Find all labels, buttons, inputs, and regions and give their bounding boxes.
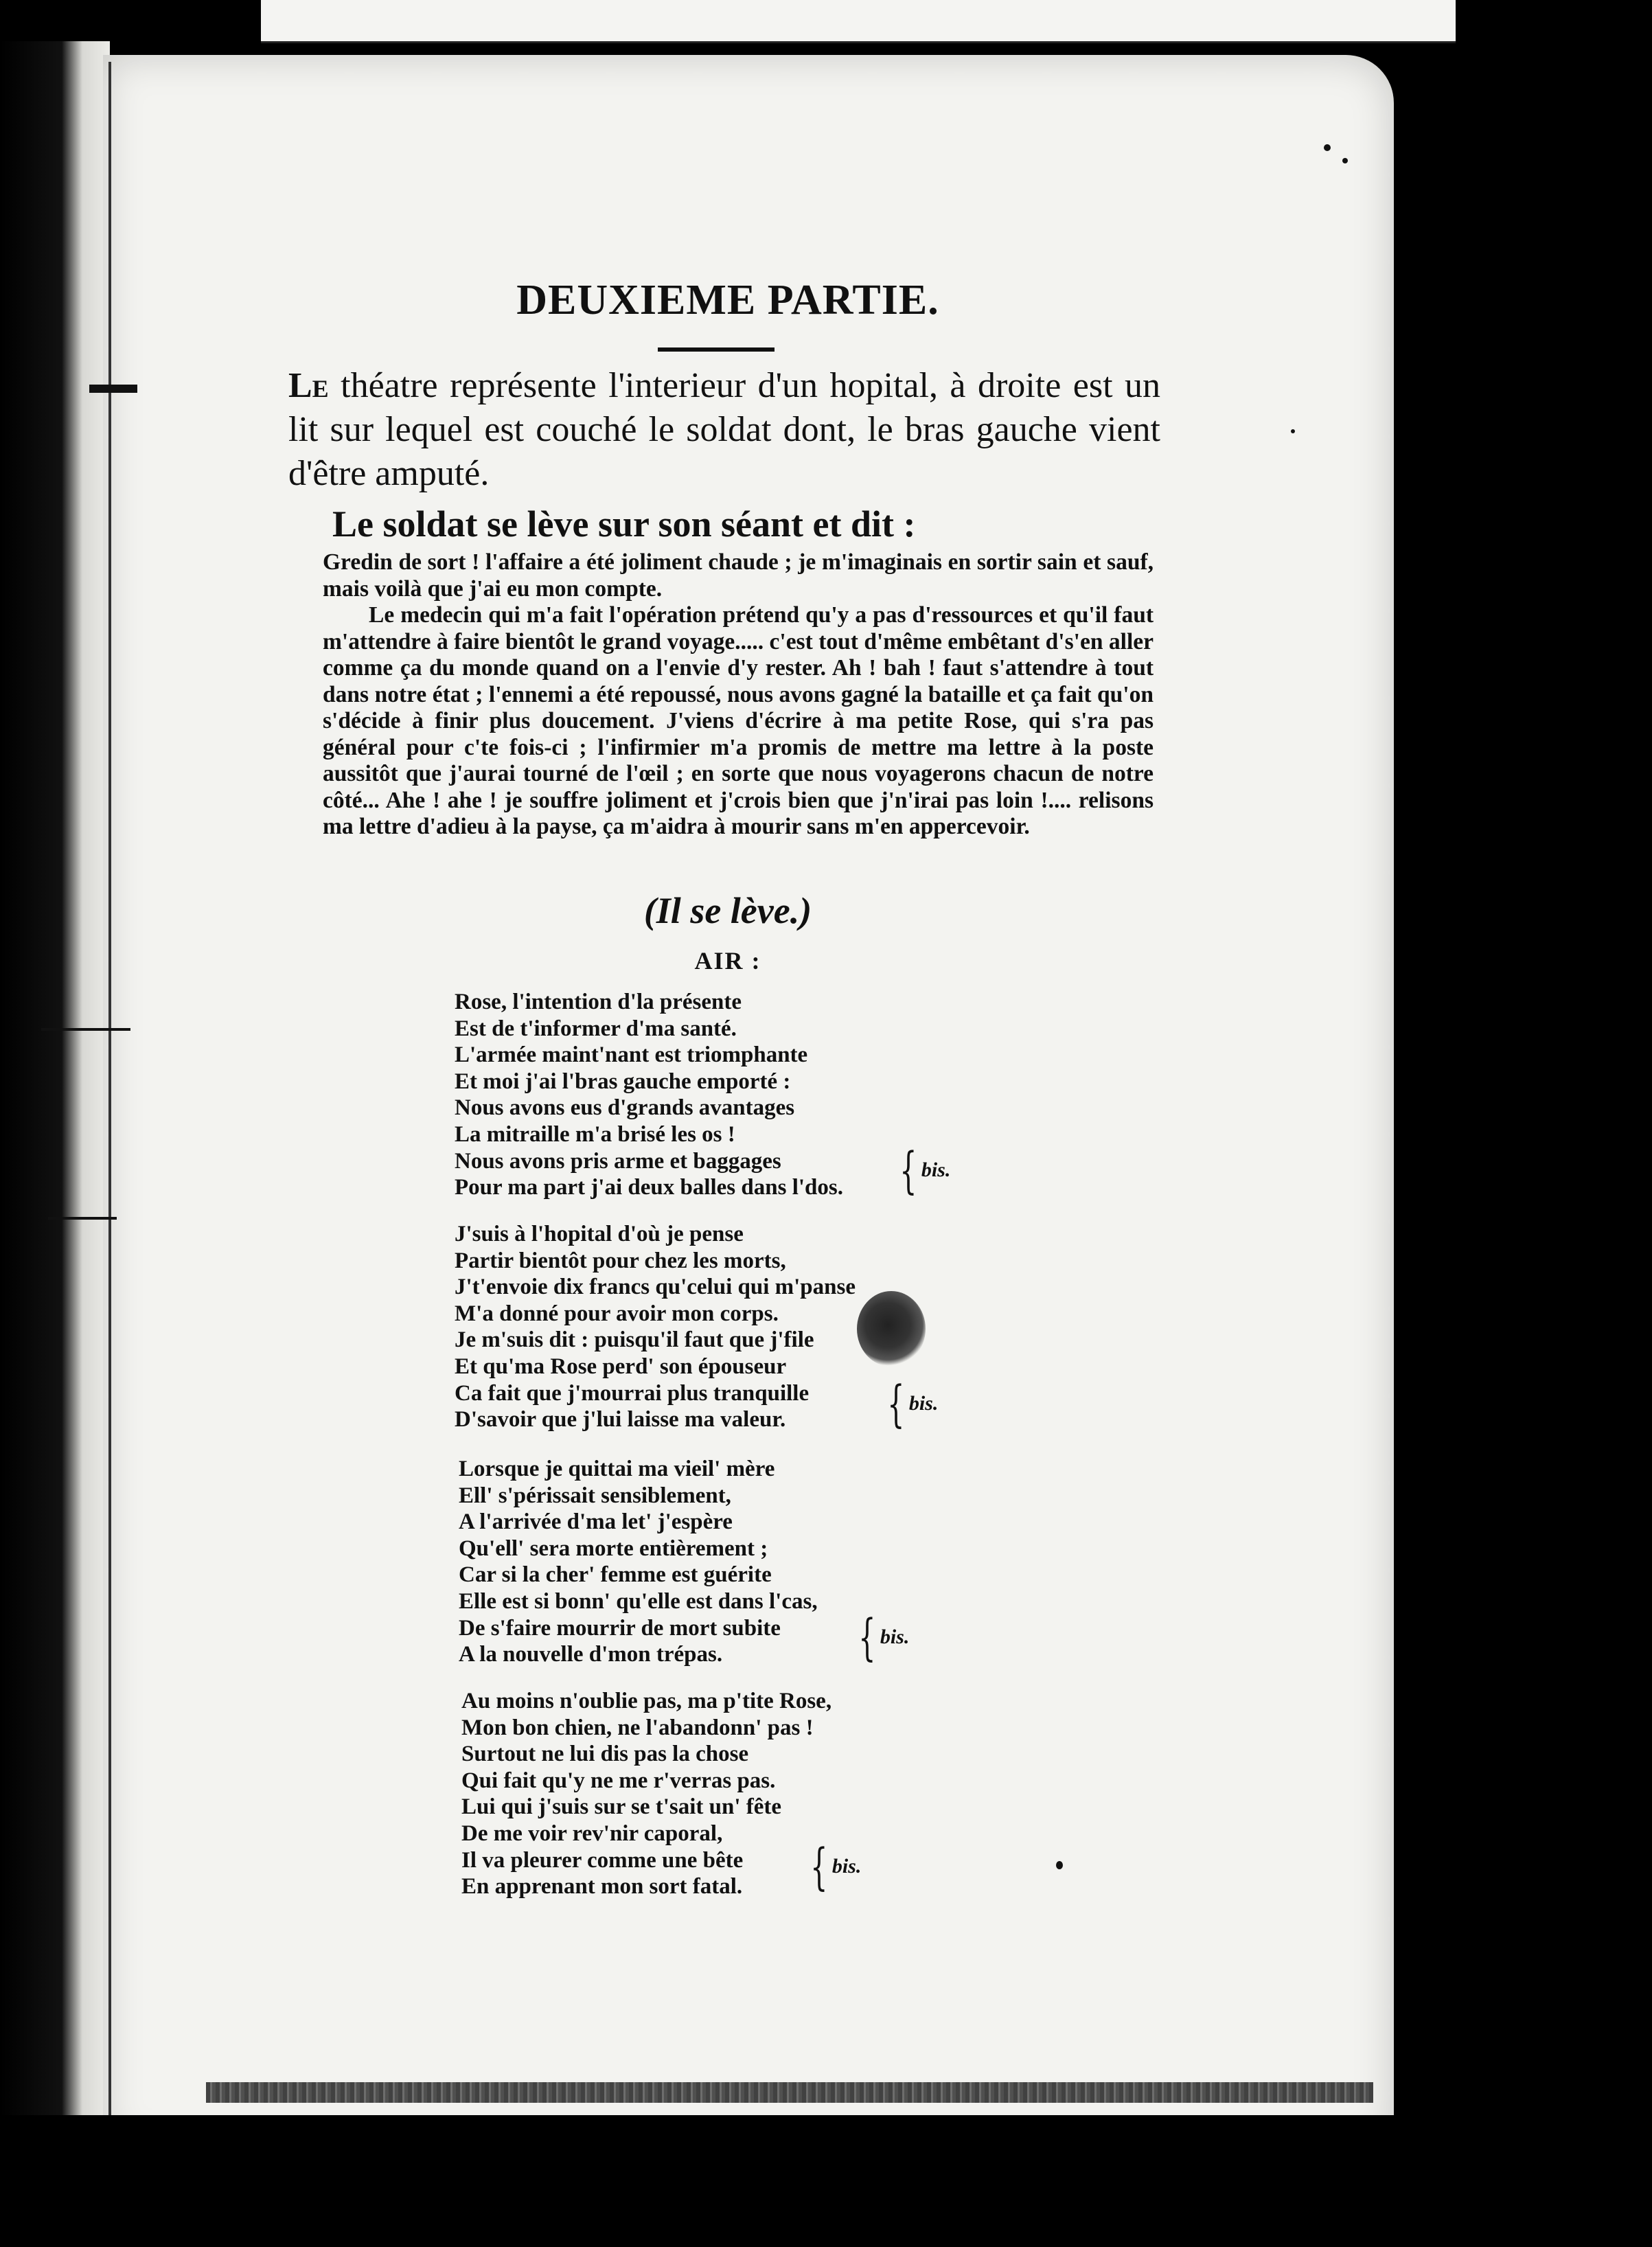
verse-line: La mitraille m'a brisé les os ! xyxy=(455,1121,735,1147)
verse-line: A l'arrivée d'ma let' j'espère xyxy=(459,1509,733,1535)
bis-marker xyxy=(851,1608,910,1666)
bis-marker xyxy=(880,1375,939,1433)
margin-mark xyxy=(89,385,137,393)
stanza-1 xyxy=(455,989,843,1201)
bis-label: bis. xyxy=(831,1855,862,1878)
verse-line: Qu'ell' sera morte entièrement ; xyxy=(459,1536,768,1561)
scan-top-strip xyxy=(261,0,1456,43)
verse-line: Ca fait que j'mourrai plus tranquille xyxy=(455,1380,810,1406)
verse-line: Mon bon chien, ne l'abandonn' pas ! xyxy=(461,1715,814,1740)
direction-il-se-leve: (Il se lève.) xyxy=(643,890,812,931)
bis-marker xyxy=(893,1141,951,1199)
ink-speck xyxy=(1324,144,1331,151)
verse-line: J'suis à l'hopital d'où je pense xyxy=(455,1222,744,1246)
scan-bottom-streak xyxy=(206,2082,1373,2103)
monologue-paragraph: Le medecin qui m'a fait l'opération prétend qu'y a pas d'ressources et qu'il faut m'attendre à faire bientôt le grand voyage..... c'est tout d'même embêtant d's'en aller comme ça du monde quand on a l'envie d'y rester. Ah ! bah ! faut s'attendre à tout dans notre état ; l'ennemi a été repoussé, nous avons gagné la bataille et ça fait qu'on s'décide à finir plus doucement. J'viens d'écrire à ma petite Rose, qui s'ra pas général pour c'te fois-ci ; l'infirmier m'a promis de mettre ma lettre à la poste aussitôt que j'aurai tourné de l'œil ; en sorte que nous voyagerons chacun de notre côté... Ahe ! ahe ! je souffre joliment et j'crois bien que j'n'irai pas loin !.... relisons ma lettre d'adieu à la payse, ça m'aidra à mourir sans m'en appercevoir. xyxy=(323,602,1154,839)
verse-line: De me voir rev'nir caporal, xyxy=(461,1821,723,1846)
brace-icon: { xyxy=(899,1141,917,1199)
stage-dropcap: Le xyxy=(288,366,329,405)
title-rule xyxy=(658,347,775,352)
verse-line: Lorsque je quittai ma vieil' mère xyxy=(459,1457,775,1481)
ink-speck xyxy=(1291,429,1295,433)
bis-marker xyxy=(803,1838,862,1895)
margin-mark xyxy=(48,1217,117,1220)
verse-line: Au moins n'oublie pas, ma p'tite Rose, xyxy=(461,1689,832,1713)
stanza-2 xyxy=(455,1221,856,1433)
verse-line: Pour ma part j'ai deux balles dans l'dos. xyxy=(455,1175,843,1200)
verse-line: D'savoir que j'lui laisse ma valeur. xyxy=(455,1407,786,1433)
ink-speck xyxy=(1056,1861,1063,1869)
verse-line: Rose, l'intention d'la présente xyxy=(455,990,742,1014)
bis-label: bis. xyxy=(880,1626,910,1648)
verse-line: Ell' s'périssait sensiblement, xyxy=(459,1483,731,1508)
verse-line: Car si la cher' femme est guérite xyxy=(459,1562,772,1588)
ink-blot xyxy=(857,1291,926,1367)
fold-line xyxy=(108,62,111,2136)
stanza-3 xyxy=(459,1456,818,1668)
verse-line: En apprenant mon sort fatal. xyxy=(461,1874,743,1900)
verse-line: Est de t'informer d'ma santé. xyxy=(455,1016,737,1041)
stanza-4 xyxy=(461,1688,831,1900)
scan-left-edge xyxy=(0,41,110,2149)
monologue-paragraph: Gredin de sort ! l'affaire a été joliment chaude ; je m'imaginais en sortir sain et sauf, mais voilà que j'ai eu mon compte. xyxy=(323,549,1154,602)
brace-icon: { xyxy=(858,1608,876,1666)
margin-mark xyxy=(41,1028,130,1031)
verse-line: Nous avons eus d'grands avantages xyxy=(455,1095,795,1121)
verse-line: Et moi j'ai l'bras gauche emporté : xyxy=(455,1069,791,1094)
verse-line: Il va pleurer comme une bête xyxy=(461,1847,744,1873)
brace-icon: { xyxy=(887,1375,905,1433)
verse-line: De s'faire mourrir de mort subite xyxy=(459,1615,781,1641)
verse-line: Je m'suis dit : puisqu'il faut que j'file xyxy=(455,1327,814,1353)
ink-speck xyxy=(1342,158,1348,163)
air-label: AIR : xyxy=(694,947,761,974)
stage-text: théatre représente l'interieur d'un hopital, à droite est un lit sur lequel est couché le soldat dont, le bras gauche vient d'être amputé. xyxy=(288,366,1160,493)
brace-icon: { xyxy=(810,1838,828,1895)
verse-line: Nous avons pris arme et baggages xyxy=(455,1148,781,1174)
verse-line: M'a donné pour avoir mon corps. xyxy=(455,1301,779,1326)
verse-line: J't'envoie dix francs qu'celui qui m'panse xyxy=(455,1275,856,1300)
scan-bottom-edge xyxy=(0,2115,1652,2247)
verse-line: Elle est si bonn' qu'elle est dans l'cas, xyxy=(459,1588,818,1614)
monologue xyxy=(323,549,1154,841)
verse-line: Partir bientôt pour chez les morts, xyxy=(455,1248,786,1273)
bis-label: bis. xyxy=(908,1392,939,1415)
verse-line: Qui fait qu'y ne me r'verras pas. xyxy=(461,1768,776,1793)
verse-line: Lui qui j'suis sur se t'sait un' fête xyxy=(461,1794,782,1820)
stage-direction xyxy=(288,364,1160,496)
verse-line: Et qu'ma Rose perd' son épouseur xyxy=(455,1354,787,1379)
verse-line: L'armée maint'nant est triomphante xyxy=(455,1042,808,1068)
bis-label: bis. xyxy=(921,1159,951,1181)
verse-line: A la nouvelle d'mon trépas. xyxy=(459,1642,723,1667)
verse-line: Surtout ne lui dis pas la chose xyxy=(461,1742,749,1767)
page-title: DEUXIEME PARTIE. xyxy=(516,277,939,323)
intro-line: Le soldat se lève sur son séant et dit : xyxy=(332,503,916,545)
